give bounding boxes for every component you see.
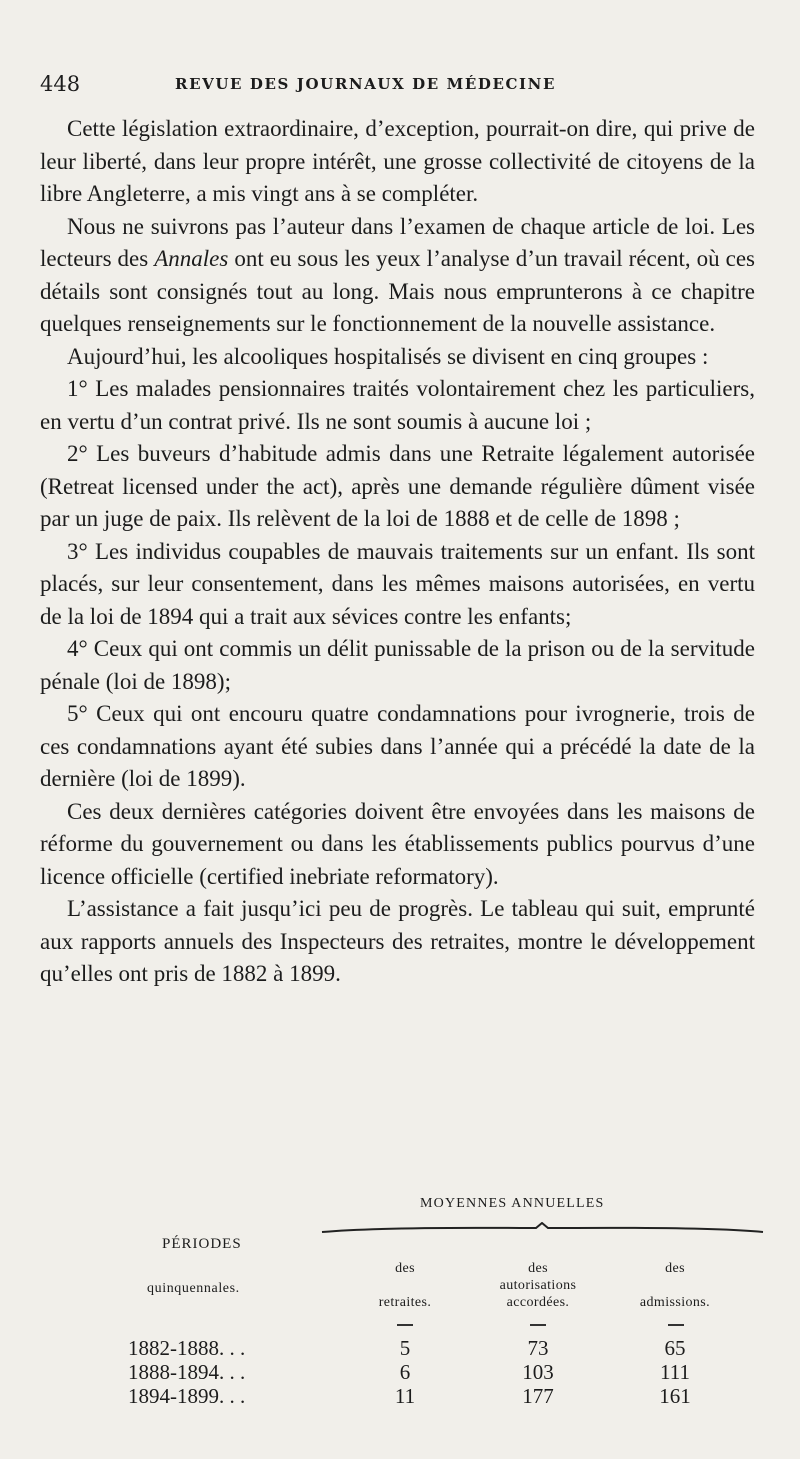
column-header-retraites xyxy=(355,1260,455,1311)
body-text xyxy=(40,113,755,991)
column-header-line: autorisations xyxy=(499,1278,577,1293)
admissions-cell: 161 xyxy=(659,1384,691,1408)
list-item-group-3: 3° Les individus coupables de mauvais traitements sur un enfant. Ils sont placés, sur leur consentement, dans les mêmes maisons autorisées, en vertu de la loi de 1894 qui a trait aux sévices contre les enfants; xyxy=(40,538,755,629)
column-rule xyxy=(397,1324,413,1326)
list-item-group-1: 1° Les malades pensionnaires traités volontairement chez les particuliers, en vertu d’un contrat privé. Ils ne sont soumis à aucune loi ; xyxy=(40,376,755,434)
column-header-line: admissions. xyxy=(639,1295,711,1310)
page-number: 448 xyxy=(40,72,81,96)
column-header-autorisations xyxy=(478,1260,598,1311)
period-cell: 1888-1894. . . xyxy=(128,1360,246,1384)
column-rule xyxy=(668,1324,684,1326)
autorisations-cell: 103 xyxy=(522,1360,554,1384)
running-title: REVUE DES JOURNAUX DE MÉDECINE xyxy=(175,75,557,93)
table-row xyxy=(40,1384,765,1408)
retraites-cell: 5 xyxy=(399,1336,411,1360)
autorisations-cell: 177 xyxy=(522,1384,554,1408)
admissions-cell: 65 xyxy=(664,1336,686,1360)
list-item-group-4: 4° Ceux qui ont commis un délit punissable de la prison ou de la servitude pénale (loi de 1898); xyxy=(40,636,755,694)
column-header-line: accordées. xyxy=(506,1295,570,1310)
column-header-line: retraites. xyxy=(378,1295,432,1310)
column-header-line xyxy=(355,1277,455,1294)
list-item-group-5: 5° Ceux qui ont encouru quatre condamnations pour ivrognerie, trois de ces condamnations ayant été subies dans l’année qui a précédé la date de la dernière (loi de 1899). xyxy=(40,701,755,791)
autorisations-cell: 73 xyxy=(527,1336,549,1360)
statistics-table xyxy=(40,1196,765,1426)
table-group-title: MOYENNES ANNUELLES xyxy=(420,1196,605,1211)
row-header-subtitle: quinquennales. xyxy=(147,1281,240,1296)
paragraph: Ces deux dernières catégories doivent être envoyées dans les maisons de réforme du gouvernement ou dans les établissements publics pourvus d’une licence officielle (certified inebriate reformatory). xyxy=(40,798,755,889)
page-header xyxy=(40,72,755,100)
retraites-cell: 6 xyxy=(399,1360,411,1384)
retraites-cell: 11 xyxy=(394,1384,416,1408)
admissions-cell: 111 xyxy=(660,1360,690,1384)
paragraph: Nous ne suivrons pas l’auteur dans l’examen de chaque article de loi. Les lecteurs des Annales ont eu sous les yeux l’analyse d’un travail récent, où ces détails sont consignés tout au long. Mais nous emprunterons à ce chapitre quelques renseignements sur le fonctionnement de la nouvelle assistance. xyxy=(40,213,755,336)
paragraph: Aujourd’hui, les alcooliques hospitalisés se divisent en cinq groupes : xyxy=(67,343,709,369)
paragraph: Cette législation extraordinaire, d’exception, pourrait-on dire, qui prive de leur liberté, dans leur propre intérêt, une grosse collectivité de citoyens de la libre Angleterre, a mis vingt ans à se compléter. xyxy=(40,116,755,206)
period-cell: 1894-1899. . . xyxy=(128,1384,246,1408)
brace-decoration xyxy=(320,1222,765,1238)
period-cell: 1882-1888. . . xyxy=(128,1336,246,1360)
row-header-title: PÉRIODES xyxy=(162,1236,242,1252)
column-header-line: des xyxy=(528,1261,548,1276)
journal-title: Annales xyxy=(154,246,229,271)
table-row xyxy=(40,1336,765,1360)
column-rule xyxy=(530,1324,546,1326)
paragraph: L’assistance a fait jusqu’ici peu de progrès. Le tableau qui suit, emprunté aux rapports annuels des Inspecteurs des retraites, montre le développement qu’elles ont pris de 1882 à 1899. xyxy=(40,896,755,986)
list-item-group-2: 2° Les buveurs d’habitude admis dans une Retraite légalement autorisée (Retreat licensed under the act), après une demande régulière dûment visée par un juge de paix. Ils relèvent de la loi de 1888 et de celle de 1898 ; xyxy=(40,441,755,531)
column-header-line: des xyxy=(395,1261,415,1276)
column-header-admissions xyxy=(625,1260,725,1311)
table-row xyxy=(40,1360,765,1384)
column-header-line: des xyxy=(665,1261,685,1276)
column-header-line xyxy=(625,1277,725,1294)
